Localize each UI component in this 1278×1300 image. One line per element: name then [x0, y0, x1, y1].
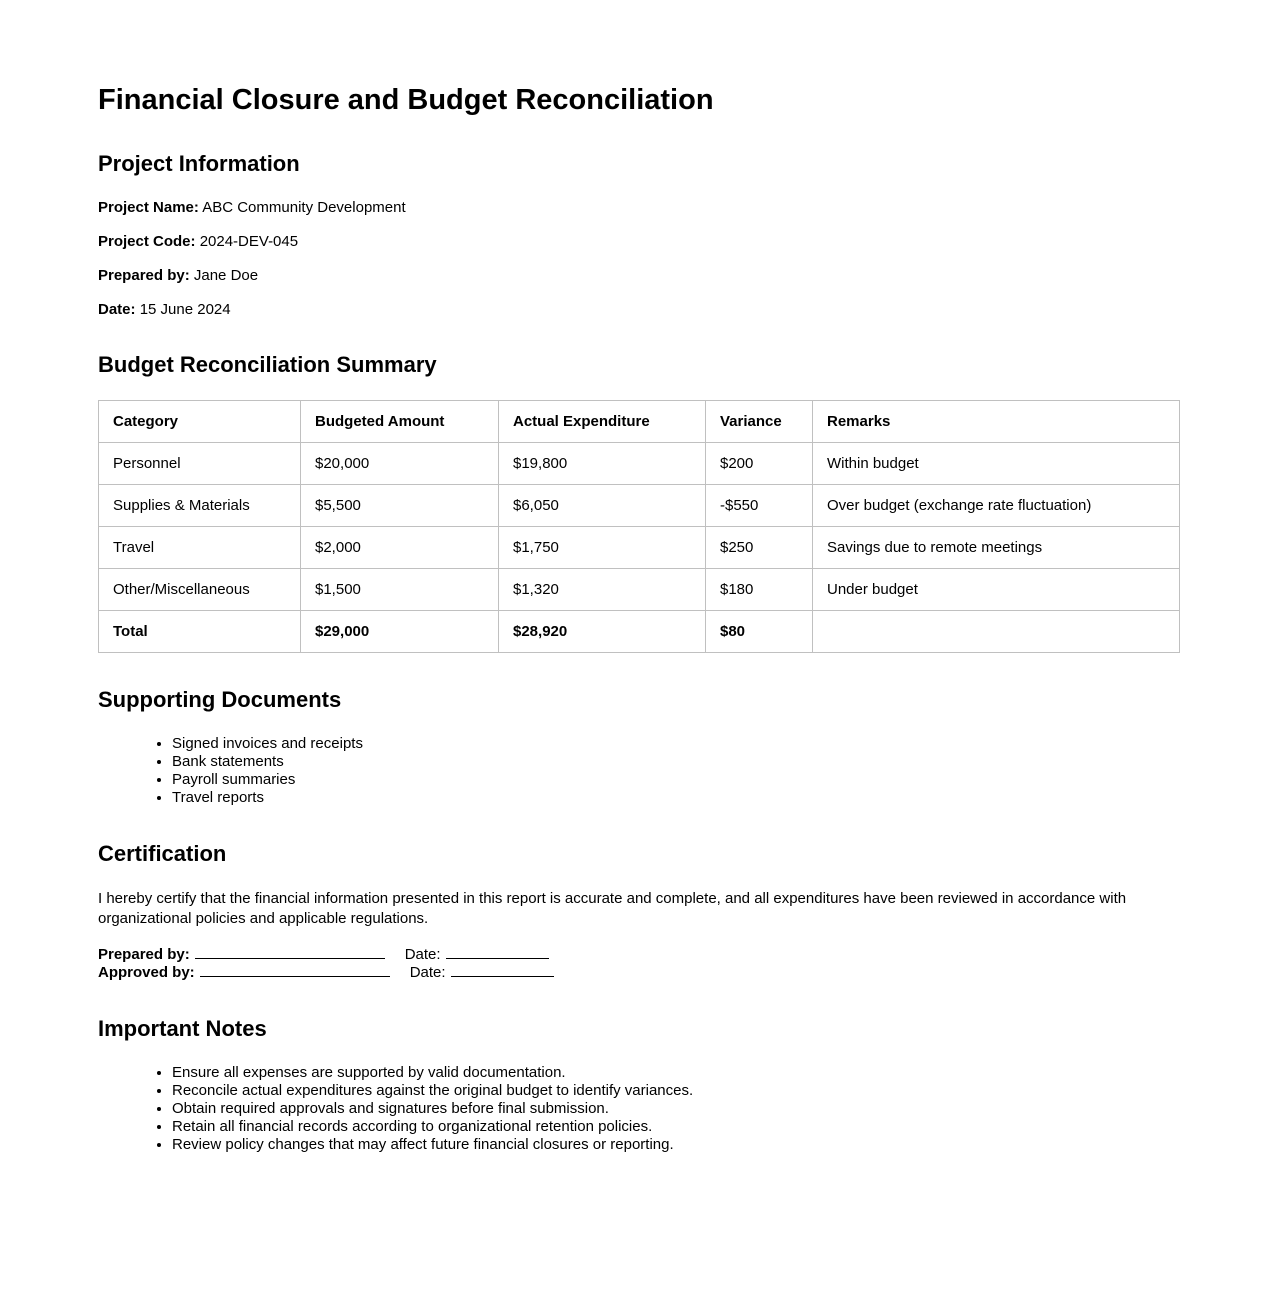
column-header-category: Category — [99, 401, 301, 443]
table-cell: Supplies & Materials — [99, 485, 301, 527]
important-notes-heading: Important Notes — [98, 1015, 267, 1041]
list-item: • Ensure all expenses are supported by valid documentation. — [172, 1064, 1180, 1082]
list-item: • Obtain required approvals and signatures before final submission. — [172, 1100, 1180, 1118]
important-notes-list — [98, 1064, 1180, 1154]
table-total-row — [99, 611, 1180, 653]
table-cell: $1,320 — [499, 569, 706, 611]
supporting-documents-section — [98, 687, 1180, 807]
project-name-field — [98, 199, 1180, 216]
supporting-documents-list — [98, 735, 1180, 807]
budget-summary-section — [98, 352, 1180, 653]
table-header-row — [99, 401, 1180, 443]
column-header-budgeted-amount: Budgeted Amount — [301, 401, 499, 443]
approved-date-line — [451, 964, 554, 977]
table-row — [99, 569, 1180, 611]
table-cell: Personnel — [99, 443, 301, 485]
table-cell: Under budget — [813, 569, 1180, 611]
table-cell: $1,750 — [499, 527, 706, 569]
table-cell: Other/Miscellaneous — [99, 569, 301, 611]
project-name-value: ABC Community Development — [202, 199, 406, 216]
table-cell: $5,500 — [301, 485, 499, 527]
column-header-actual-expenditure: Actual Expenditure — [499, 401, 706, 443]
supporting-documents-heading: Supporting Documents — [98, 687, 342, 712]
prepared-by-signature-row — [98, 946, 1180, 964]
date-field — [98, 301, 1180, 318]
project-information-heading: Project Information — [98, 151, 300, 176]
signature-block — [98, 946, 1180, 982]
column-header-remarks: Remarks — [813, 401, 1180, 443]
certification-heading: Certification — [98, 841, 227, 866]
list-item: • Reconcile actual expenditures against the original budget to identify variances. — [172, 1082, 1180, 1100]
table-cell: $20,000 — [301, 443, 499, 485]
total-actual-cell: $28,920 — [499, 611, 706, 653]
budget-table-footer — [99, 611, 1180, 653]
total-remarks-cell — [813, 611, 1180, 653]
list-item: • Retain all financial records according to organizational retention policies. — [172, 1118, 1180, 1136]
project-information-section — [98, 151, 1180, 318]
list-item: • Travel reports — [172, 789, 1180, 807]
project-name-label: Project Name: — [98, 199, 199, 216]
total-variance-cell: $80 — [706, 611, 813, 653]
project-code-field — [98, 233, 1180, 250]
list-item: • Bank statements — [172, 753, 1180, 771]
table-cell: $180 — [706, 569, 813, 611]
table-cell: Travel — [99, 527, 301, 569]
table-cell: Savings due to remote meetings — [813, 527, 1180, 569]
total-budgeted-cell: $29,000 — [301, 611, 499, 653]
prepared-by-signature-line — [195, 946, 385, 959]
budget-summary-heading: Budget Reconciliation Summary — [98, 352, 437, 377]
list-item: • Payroll summaries — [172, 771, 1180, 789]
signature-approved-by-label: Approved by: — [98, 963, 195, 981]
column-header-variance: Variance — [706, 401, 813, 443]
table-cell: $250 — [706, 527, 813, 569]
approved-by-signature-line — [200, 964, 390, 977]
table-cell: Within budget — [813, 443, 1180, 485]
table-cell: Over budget (exchange rate fluctuation) — [813, 485, 1180, 527]
project-code-label: Project Code: — [98, 233, 196, 250]
list-item: • Signed invoices and receipts — [172, 735, 1180, 753]
table-cell: -$550 — [706, 485, 813, 527]
total-label-cell: Total — [99, 611, 301, 653]
prepared-date-label: Date: — [404, 945, 441, 963]
signature-prepared-by-label: Prepared by: — [98, 945, 190, 963]
important-notes-section — [98, 1016, 1180, 1154]
document-title: Financial Closure and Budget Reconciliation — [98, 84, 714, 116]
project-code-value: 2024-DEV-045 — [199, 233, 299, 250]
table-cell: $19,800 — [499, 443, 706, 485]
prepared-by-label: Prepared by: — [98, 267, 190, 284]
table-row — [99, 527, 1180, 569]
table-cell: $2,000 — [301, 527, 499, 569]
approved-by-signature-row — [98, 964, 1180, 982]
table-row — [99, 443, 1180, 485]
table-cell: $1,500 — [301, 569, 499, 611]
approved-date-label: Date: — [409, 963, 446, 981]
table-cell: $6,050 — [499, 485, 706, 527]
budget-table — [98, 400, 1180, 653]
list-item: • Review policy changes that may affect future financial closures or reporting. — [172, 1136, 1180, 1154]
prepared-date-line — [446, 946, 549, 959]
prepared-by-value: Jane Doe — [193, 267, 259, 284]
certification-section — [98, 841, 1180, 982]
table-cell: $200 — [706, 443, 813, 485]
budget-table-body — [99, 443, 1180, 611]
certification-text: I hereby certify that the financial information presented in this report is accurate and complete, and all expenditures have been reviewed in accordance with organizational policies and applicable regulations. — [98, 890, 1127, 928]
date-label: Date: — [98, 301, 136, 318]
table-row — [99, 485, 1180, 527]
date-value: 15 June 2024 — [139, 301, 231, 318]
prepared-by-field — [98, 267, 1180, 284]
